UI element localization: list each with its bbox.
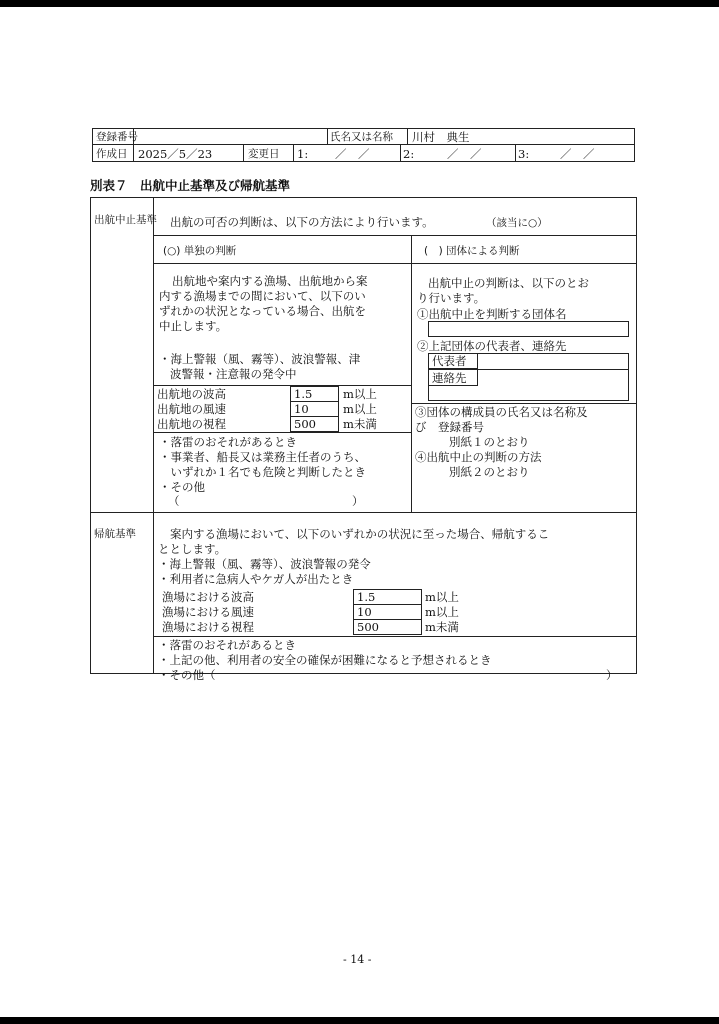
return-intro-line: ととします。 <box>158 542 227 556</box>
departure-wind-unit: m以上 <box>343 402 377 416</box>
return-bullet: ・利用者に急病人やケガ人が出たとき <box>158 572 354 586</box>
created-value: 2025／5／23 <box>138 147 213 161</box>
change-2-date: ／ ／ <box>447 147 482 161</box>
return-wave-label: 漁場における波高 <box>162 590 254 604</box>
page-number: - 14 - <box>343 953 372 966</box>
divider <box>153 263 637 264</box>
single-para-line: 出航地や案内する漁場、出航地から案 <box>172 274 368 288</box>
change-3-label: 3: <box>518 147 530 161</box>
departure-wind-label: 出航地の風速 <box>157 402 226 416</box>
divider <box>153 235 637 236</box>
departure-label-1: 出航中止基準 <box>94 214 157 226</box>
departure-other-line: いずれか１名でも危険と判断したとき <box>159 465 366 479</box>
warning-line: 波警報・注意報の発令中 <box>170 367 297 381</box>
reg-no-label: 登録番号 <box>96 131 138 143</box>
group-item-4-line: ④出航中止の判断の方法 <box>415 450 542 464</box>
departure-other-paren: （ ） <box>168 494 364 508</box>
document-page <box>0 7 719 1017</box>
departure-visibility-unit: m未満 <box>343 417 377 431</box>
group-item-3-line: 別紙１のとおり <box>426 435 530 449</box>
return-visibility-label: 漁場における視程 <box>162 620 254 634</box>
change-3-date: ／ ／ <box>560 147 595 161</box>
return-wave-unit: m以上 <box>425 590 459 604</box>
name-value: 川村 典生 <box>412 130 470 144</box>
section-title: 別表７ 出航中止基準及び帰航基準 <box>90 178 291 193</box>
return-wind-unit: m以上 <box>425 605 459 619</box>
name-label: 氏名又は名称 <box>330 131 393 143</box>
group-judgment-heading: ( ) 団体による判断 <box>424 245 520 257</box>
departure-intro: 出航の可否の判断は、以下の方法により行います。 <box>170 215 434 229</box>
divider <box>407 128 408 144</box>
return-other-close: ） <box>606 668 618 682</box>
group-item-1: ①出航中止を判断する団体名 <box>417 307 567 321</box>
departure-visibility-label: 出航地の視程 <box>157 417 226 431</box>
change-1-label: 1: <box>297 147 309 161</box>
return-other-line: ・上記の他、利用者の安全の確保が困難になると予想されるとき <box>158 653 492 667</box>
departure-wave-unit: m以上 <box>343 387 377 401</box>
return-visibility-value: 500 <box>357 620 379 634</box>
group-item-3-line: ③団体の構成員の氏名又は名称及 <box>415 405 588 419</box>
rep-label: 代表者 <box>432 354 467 368</box>
departure-other-line: ・落雷のおそれがあるとき <box>159 435 297 449</box>
departure-wind-value: 10 <box>294 402 309 416</box>
departure-wave-label: 出航地の波高 <box>157 387 226 401</box>
divider <box>92 144 635 145</box>
return-wind-label: 漁場における風速 <box>162 605 254 619</box>
group-item-2: ②上記団体の代表者、連絡先 <box>417 339 567 353</box>
divider <box>90 512 637 513</box>
departure-wave-value: 1.5 <box>294 387 313 401</box>
divider <box>327 128 328 144</box>
departure-other-line: ・その他 <box>159 480 205 494</box>
single-para-line: ずれかの状況となっている場合、出航を <box>159 304 366 318</box>
contact-label: 連絡先 <box>432 371 467 385</box>
return-wave-value: 1.5 <box>357 590 376 604</box>
return-wind-value: 10 <box>357 605 372 619</box>
divider <box>243 144 244 162</box>
departure-intro-note: （該当に○） <box>486 217 548 229</box>
change-1-date: ／ ／ <box>335 147 370 161</box>
divider <box>153 385 411 386</box>
departure-visibility-value: 500 <box>294 417 316 431</box>
divider <box>515 144 516 162</box>
divider <box>411 235 412 512</box>
divider <box>400 144 401 162</box>
group-name-field <box>428 321 629 337</box>
return-label: 帰航基準 <box>94 528 136 540</box>
group-para-line: り行います。 <box>417 291 486 305</box>
change-2-label: 2: <box>403 147 415 161</box>
divider <box>153 197 154 674</box>
return-other-line: ・落雷のおそれがあるとき <box>158 638 296 652</box>
return-visibility-unit: m未満 <box>425 620 459 634</box>
created-label: 作成日 <box>96 148 128 160</box>
divider <box>153 636 637 637</box>
return-bullet: ・海上警報（風、霧等）、波浪警報の発令 <box>158 557 371 571</box>
return-other-label: ・その他（ <box>158 668 216 682</box>
departure-other-line: ・事業者、船長又は業務主任者のうち、 <box>159 450 366 464</box>
single-para-line: 中止します。 <box>159 319 228 333</box>
return-intro-line: 案内する漁場において、以下のいずれかの状況に至った場合、帰航するこ <box>170 527 550 541</box>
warning-line: ・海上警報（風、霧等）、波浪警報、津 <box>159 352 361 366</box>
divider <box>293 144 294 162</box>
divider <box>411 403 637 404</box>
group-item-4-line: 別紙２のとおり <box>426 465 530 479</box>
single-para-line: 内する漁場までの間において、以下のい <box>159 289 366 303</box>
changed-label: 変更日 <box>248 148 280 160</box>
group-para-line: 出航中止の判断は、以下のとお <box>428 276 589 290</box>
divider <box>153 432 411 433</box>
single-judgment-heading: (○) 単独の判断 <box>163 245 237 257</box>
group-item-3-line: び 登録番号 <box>415 420 484 434</box>
